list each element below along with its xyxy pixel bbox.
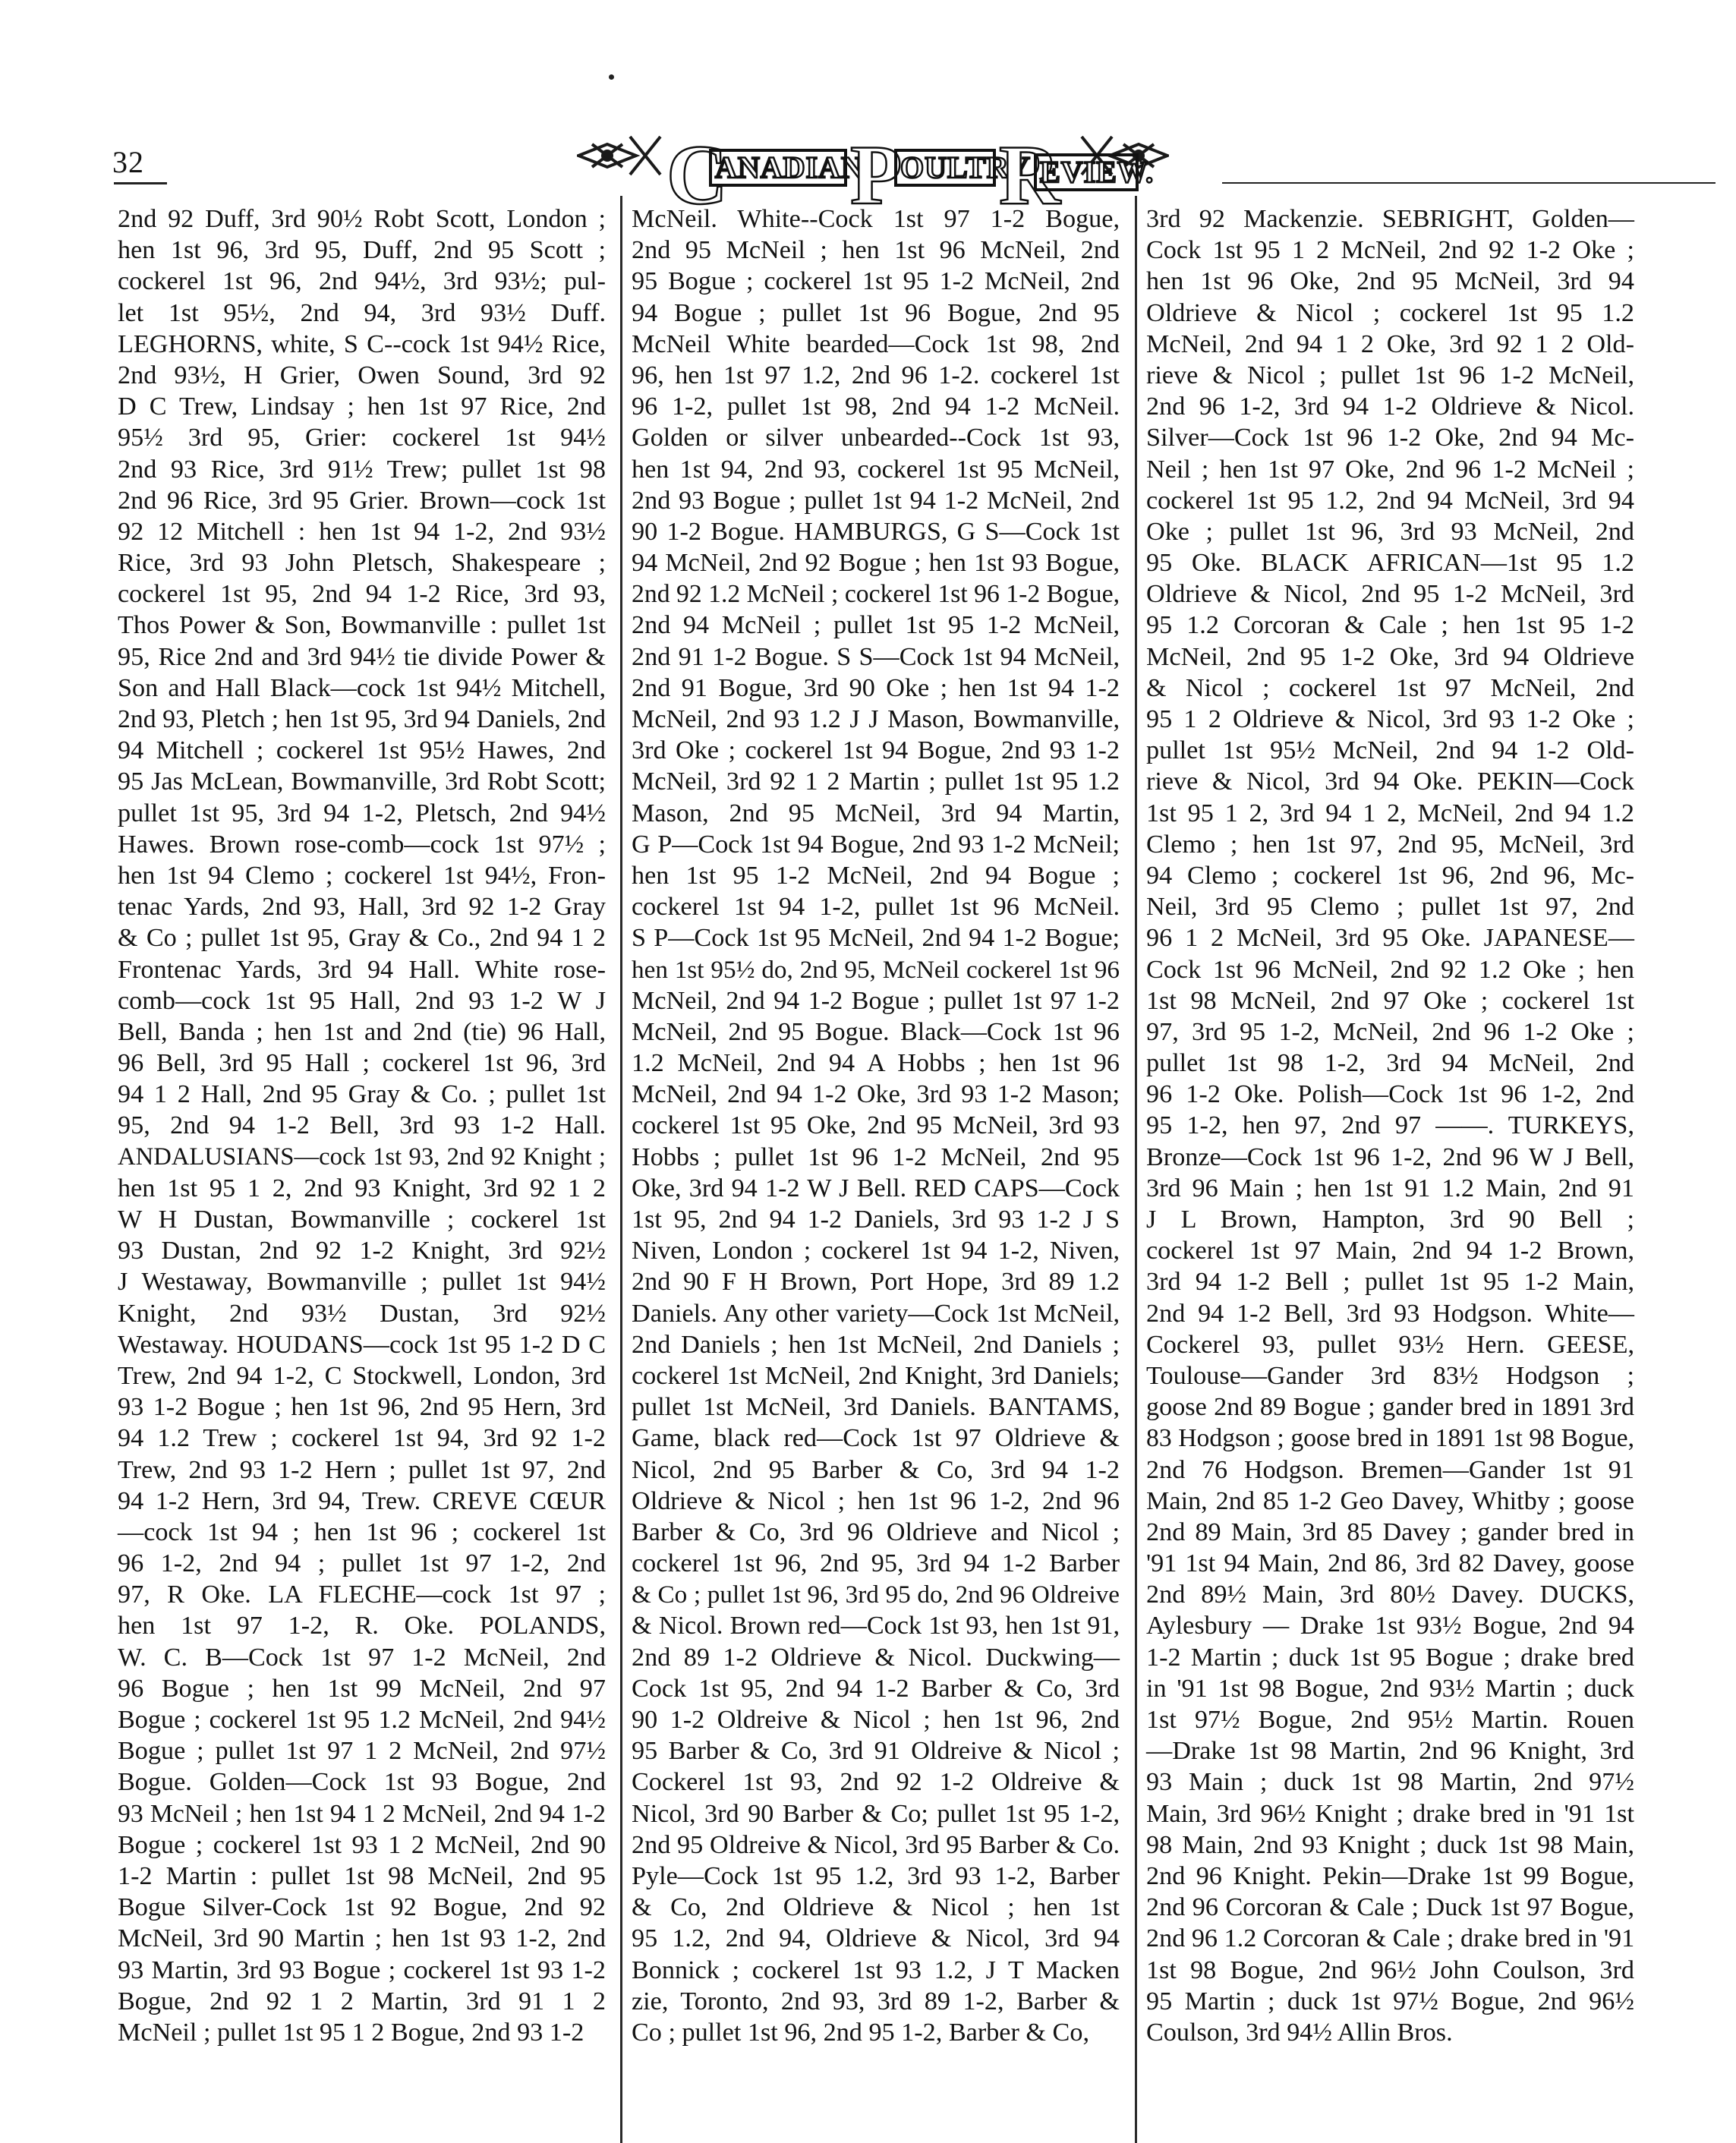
text-line: 94 1 2 Hall, 2nd 95 Gray & Co. ; pullet 1st: [118, 1080, 606, 1109]
text-line: Silver—Cock 1st 96 1-2 Oke, 2nd 94 Mc-: [1146, 424, 1634, 452]
text-line: Nicol, 3rd 90 Barber & Co; pullet 1st 95 1-2,: [632, 1799, 1120, 1828]
text-line: 96 Bell, 3rd 95 Hall ; cockerel 1st 96, 3rd: [118, 1049, 606, 1078]
text-line: cockerel 1st 95 1.2, 2nd 94 McNeil, 3rd 94: [1146, 486, 1634, 515]
text-line: tenac Yards, 2nd 93, Hall, 3rd 92 1-2 Gray: [118, 893, 606, 922]
text-line: Barber & Co, 3rd 96 Oldrieve and Nicol ;: [632, 1517, 1120, 1546]
text-line: W. C. B—Cock 1st 97 1-2 McNeil, 2nd: [118, 1643, 606, 1672]
masthead-initial-c: C: [666, 128, 728, 222]
text-line: 1st 98 McNeil, 2nd 97 Oke ; cockerel 1st: [1146, 986, 1634, 1015]
text-line: J L Brown, Hampton, 3rd 90 Bell ;: [1146, 1205, 1634, 1234]
text-line: Cock 1st 95 1 2 McNeil, 2nd 92 1-2 Oke ;: [1146, 236, 1634, 265]
masthead-word-canadian: ANADIAN: [715, 150, 864, 184]
text-line: 2nd 92 Duff, 3rd 90½ Robt Scott, London ;: [118, 205, 606, 233]
text-line: Main, 3rd 96½ Knight ; drake bred in '91 1st: [1146, 1799, 1634, 1828]
text-line: pullet 1st 95½ McNeil, 2nd 94 1-2 Old-: [1146, 736, 1634, 765]
text-line: 2nd 95 McNeil ; hen 1st 96 McNeil, 2nd: [632, 236, 1120, 265]
text-line: hen 1st 94, 2nd 93, cockerel 1st 95 McNeil,: [632, 455, 1120, 484]
text-line: & Co, 2nd Oldrieve & Nicol ; hen 1st: [632, 1893, 1120, 1922]
text-line: 3rd Oke ; cockerel 1st 94 Bogue, 2nd 93 1-2: [632, 736, 1120, 765]
text-line: —Drake 1st 98 Martin, 2nd 96 Knight, 3rd: [1146, 1737, 1634, 1766]
text-line: 95 1-2, hen 97, 2nd 97 ——. TURKEYS,: [1146, 1111, 1634, 1140]
text-line: cockerel 1st 96, 2nd 94½, 3rd 93½; pul-: [118, 267, 606, 296]
text-line: 93 Dustan, 2nd 92 1-2 Knight, 3rd 92½: [118, 1237, 606, 1265]
text-line: 95 1.2, 2nd 94, Oldrieve & Nicol, 3rd 94: [632, 1924, 1120, 1953]
text-line: 95 1 2 Oldrieve & Nicol, 3rd 93 1-2 Oke ;: [1146, 705, 1634, 733]
text-line: & Co ; pullet 1st 96, 3rd 95 do, 2nd 96 Oldreive: [632, 1580, 1120, 1609]
text-line: '91 1st 94 Main, 2nd 86, 3rd 82 Davey, goose: [1146, 1549, 1634, 1578]
text-line: McNeil ; pullet 1st 95 1 2 Bogue, 2nd 93 1-2: [118, 2018, 584, 2047]
text-line: J Westaway, Bowmanville ; pullet 1st 94½: [118, 1268, 606, 1297]
text-line: Coulson, 3rd 94½ Allin Bros.: [1146, 2018, 1453, 2047]
text-line: Bogue. Golden—Cock 1st 93 Bogue, 2nd: [118, 1768, 606, 1797]
text-line: 95 Barber & Co, 3rd 91 Oldreive & Nicol ;: [632, 1737, 1120, 1766]
text-line: Son and Hall Black—cock 1st 94½ Mitchell,: [118, 673, 606, 702]
text-line: Toulouse—Gander 3rd 83½ Hodgson ;: [1146, 1361, 1634, 1390]
stray-dot: [609, 74, 614, 80]
text-line: Niven, London ; cockerel 1st 94 1-2, Niven,: [632, 1237, 1120, 1265]
text-column-1: [118, 203, 606, 2048]
text-line: Bogue, 2nd 92 1 2 Martin, 3rd 91 1 2: [118, 1987, 606, 2015]
text-line: Trew, 2nd 94 1-2, C Stockwell, London, 3rd: [118, 1361, 606, 1390]
text-line: Cock 1st 95, 2nd 94 1-2 Barber & Co, 3rd: [632, 1674, 1120, 1703]
text-line: Neil, 3rd 95 Clemo ; pullet 1st 97, 2nd: [1146, 893, 1634, 922]
text-line: let 1st 95½, 2nd 94, 3rd 93½ Duff.: [118, 298, 606, 327]
text-line: cockerel 1st 95, 2nd 94 1-2 Rice, 3rd 93,: [118, 580, 606, 609]
text-line: 95 1.2 Corcoran & Cale ; hen 1st 95 1-2: [1146, 611, 1634, 640]
text-line: Oke, 3rd 94 1-2 W J Bell. RED CAPS—Cock: [632, 1174, 1120, 1202]
text-line: hen 1st 96, 3rd 95, Duff, 2nd 95 Scott ;: [118, 236, 606, 265]
text-line: McNeil, 2nd 95 1-2 Oke, 3rd 94 Oldrieve: [1146, 642, 1634, 671]
text-line: 3rd 92 Mackenzie. SEBRIGHT, Golden—: [1146, 205, 1634, 233]
text-line: 90 1-2 Bogue. HAMBURGS, G S—Cock 1st: [632, 517, 1120, 546]
text-line: cockerel 1st McNeil, 2nd Knight, 3rd Daniels;: [632, 1361, 1120, 1390]
text-line: comb—cock 1st 95 Hall, 2nd 93 1-2 W J: [118, 986, 606, 1015]
text-line: & Co ; pullet 1st 95, Gray & Co., 2nd 94 1 2: [118, 924, 606, 953]
text-line: 94 McNeil, 2nd 92 Bogue ; hen 1st 93 Bogue,: [632, 549, 1120, 578]
text-line: Mason, 2nd 95 McNeil, 3rd 94 Martin,: [632, 799, 1120, 827]
text-line: 2nd 90 F H Brown, Port Hope, 3rd 89 1.2: [632, 1268, 1120, 1297]
text-line: 93 1-2 Bogue ; hen 1st 96, 2nd 95 Hern, 3rd: [118, 1393, 606, 1422]
text-line: 96 1-2, pullet 1st 98, 2nd 94 1-2 McNeil.: [632, 392, 1120, 421]
text-line: Aylesbury — Drake 1st 93½ Bogue, 2nd 94: [1146, 1612, 1634, 1640]
text-line: hen 1st 95½ do, 2nd 95, McNeil cockerel 1st 96: [632, 955, 1120, 984]
text-line: Oldrieve & Nicol ; hen 1st 96 1-2, 2nd 96: [632, 1486, 1120, 1515]
text-line: hen 1st 95 1-2 McNeil, 2nd 94 Bogue ;: [632, 861, 1120, 890]
text-line: 96 Bogue ; hen 1st 99 McNeil, 2nd 97: [118, 1674, 606, 1703]
text-line: Rice, 3rd 93 John Pletsch, Shakespeare ;: [118, 549, 606, 578]
text-line: Neil ; hen 1st 97 Oke, 2nd 96 1-2 McNeil ;: [1146, 455, 1634, 484]
header-rule-left: [114, 182, 167, 184]
text-line: McNeil, 2nd 94 1 2 Oke, 3rd 92 1 2 Old-: [1146, 329, 1634, 358]
text-line: Cock 1st 96 McNeil, 2nd 92 1.2 Oke ; hen: [1146, 955, 1634, 984]
text-line: Bell, Banda ; hen 1st and 2nd (tie) 96 Hall,: [118, 1017, 606, 1046]
text-line: 2nd 92 1.2 McNeil ; cockerel 1st 96 1-2 Bogue,: [632, 580, 1120, 609]
text-line: 95 Jas McLean, Bowmanville, 3rd Robt Scott;: [118, 767, 606, 796]
text-line: 2nd Daniels ; hen 1st McNeil, 2nd Daniels ;: [632, 1330, 1120, 1359]
text-line: & Nicol ; cockerel 1st 97 McNeil, 2nd: [1146, 673, 1634, 702]
text-line: hen 1st 94 Clemo ; cockerel 1st 94½, Fron-: [118, 861, 606, 890]
text-line: W H Dustan, Bowmanville ; cockerel 1st: [118, 1205, 606, 1234]
text-line: 2nd 76 Hodgson. Bremen—Gander 1st 91: [1146, 1455, 1634, 1484]
text-line: 2nd 89 1-2 Oldrieve & Nicol. Duckwing—: [632, 1643, 1120, 1672]
text-line: 2nd 96 Corcoran & Cale ; Duck 1st 97 Bogue,: [1146, 1893, 1634, 1922]
text-line: Oldrieve & Nicol, 2nd 95 1-2 McNeil, 3rd: [1146, 580, 1634, 609]
text-line: Clemo ; hen 1st 97, 2nd 95, McNeil, 3rd: [1146, 830, 1634, 859]
text-line: Knight, 2nd 93½ Dustan, 3rd 92½: [118, 1299, 606, 1328]
text-line: Oldrieve & Nicol ; cockerel 1st 95 1.2: [1146, 298, 1634, 327]
text-line: 94 Bogue ; pullet 1st 96 Bogue, 2nd 95: [632, 298, 1120, 327]
text-line: 2nd 93 Bogue ; pullet 1st 94 1-2 McNeil, 2nd: [632, 486, 1120, 515]
text-line: Daniels. Any other variety—Cock 1st McNeil,: [632, 1299, 1120, 1328]
text-line: 94 1-2 Hern, 3rd 94, Trew. CREVE CŒUR: [118, 1486, 606, 1515]
text-line: McNeil, 2nd 94 1-2 Bogue ; pullet 1st 97 1-2: [632, 986, 1120, 1015]
left-ornament: [578, 137, 660, 175]
text-line: McNeil White bearded—Cock 1st 98, 2nd: [632, 329, 1120, 358]
text-line: 2nd 94 McNeil ; pullet 1st 95 1-2 McNeil,: [632, 611, 1120, 640]
text-line: Bogue ; pullet 1st 97 1 2 McNeil, 2nd 97½: [118, 1737, 606, 1766]
text-line: Bogue Silver-Cock 1st 92 Bogue, 2nd 92: [118, 1893, 606, 1922]
text-line: 97, 3rd 95 1-2, McNeil, 2nd 96 1-2 Oke ;: [1146, 1017, 1634, 1046]
text-line: Cockerel 93, pullet 93½ Hern. GEESE,: [1146, 1330, 1634, 1359]
text-line: McNeil, 3rd 90 Martin ; hen 1st 93 1-2, 2nd: [118, 1924, 606, 1953]
text-line: cockerel 1st 95 Oke, 2nd 95 McNeil, 3rd 93: [632, 1111, 1120, 1140]
text-line: 2nd 94 1-2 Bell, 3rd 93 Hodgson. White—: [1146, 1299, 1634, 1328]
text-line: 2nd 96 1-2, 3rd 94 1-2 Oldrieve & Nicol.: [1146, 392, 1634, 421]
text-line: Frontenac Yards, 3rd 94 Hall. White rose-: [118, 955, 606, 984]
text-line: pullet 1st 98 1-2, 3rd 94 McNeil, 2nd: [1146, 1049, 1634, 1078]
column-rule-1: [620, 196, 622, 2143]
text-column-3: [1146, 203, 1634, 2048]
text-line: G P—Cock 1st 94 Bogue, 2nd 93 1-2 McNeil;: [632, 830, 1120, 859]
text-line: 2nd 96 Rice, 3rd 95 Grier. Brown—cock 1st: [118, 486, 606, 515]
text-line: Trew, 2nd 93 1-2 Hern ; pullet 1st 97, 2nd: [118, 1455, 606, 1484]
text-line: cockerel 1st 97 Main, 2nd 94 1-2 Brown,: [1146, 1237, 1634, 1265]
text-line: 2nd 96 1.2 Corcoran & Cale ; drake bred in '91: [1146, 1924, 1635, 1953]
masthead-word-review: EVIEW.: [1040, 155, 1155, 189]
text-line: cockerel 1st 94 1-2, pullet 1st 96 McNeil.: [632, 893, 1120, 922]
text-line: 1-2 Martin ; duck 1st 95 Bogue ; drake bred: [1146, 1643, 1634, 1672]
masthead-initial-p: P: [850, 128, 903, 222]
text-line: S P—Cock 1st 95 McNeil, 2nd 94 1-2 Bogue;: [632, 924, 1120, 953]
text-line: 1-2 Martin : pullet 1st 98 McNeil, 2nd 95: [118, 1861, 606, 1890]
text-line: 92 12 Mitchell : hen 1st 94 1-2, 2nd 93½: [118, 517, 606, 546]
text-line: 2nd 91 Bogue, 3rd 90 Oke ; hen 1st 94 1-2: [632, 673, 1120, 702]
text-line: 2nd 93, Pletch ; hen 1st 95, 3rd 94 Daniels, 2nd: [118, 705, 606, 733]
text-line: hen 1st 97 1-2, R. Oke. POLANDS,: [118, 1612, 606, 1640]
text-line: Hobbs ; pullet 1st 96 1-2 McNeil, 2nd 95: [632, 1142, 1120, 1171]
text-line: Main, 2nd 85 1-2 Geo Davey, Whitby ; goose: [1146, 1486, 1634, 1515]
text-line: Bogue ; cockerel 1st 93 1 2 McNeil, 2nd 90: [118, 1830, 606, 1859]
text-line: Bogue ; cockerel 1st 95 1.2 McNeil, 2nd 94½: [118, 1706, 606, 1734]
column-rule-2: [1135, 196, 1137, 2143]
text-line: McNeil, 3rd 92 1 2 Martin ; pullet 1st 95 1.2: [632, 767, 1120, 796]
text-line: LEGHORNS, white, S C--cock 1st 94½ Rice,: [118, 329, 606, 358]
text-line: 1st 95 1 2, 3rd 94 1 2, McNeil, 2nd 94 1.2: [1146, 799, 1634, 827]
text-line: Golden or silver unbearded--Cock 1st 93,: [632, 424, 1120, 452]
text-line: McNeil, 2nd 95 Bogue. Black—Cock 1st 96: [632, 1017, 1120, 1046]
text-line: 83 Hodgson ; goose bred in 1891 1st 98 Bogue,: [1146, 1424, 1634, 1453]
text-line: 2nd 95 Oldreive & Nicol, 3rd 95 Barber & Co.: [632, 1830, 1120, 1859]
text-line: D C Trew, Lindsay ; hen 1st 97 Rice, 2nd: [118, 392, 606, 421]
text-line: 95 Oke. BLACK AFRICAN—1st 95 1.2: [1146, 549, 1634, 578]
text-line: 2nd 91 1-2 Bogue. S S—Cock 1st 94 McNeil,: [632, 642, 1120, 671]
text-line: McNeil, 2nd 94 1-2 Oke, 3rd 93 1-2 Mason;: [632, 1080, 1120, 1109]
text-line: Game, black red—Cock 1st 97 Oldrieve &: [632, 1424, 1120, 1453]
text-line: 94 Mitchell ; cockerel 1st 95½ Hawes, 2nd: [118, 736, 606, 765]
text-line: Hawes. Brown rose-comb—cock 1st 97½ ;: [118, 830, 606, 859]
header-rule-right: [1222, 182, 1716, 184]
text-line: 96 1-2 Oke. Polish—Cock 1st 96 1-2, 2nd: [1146, 1080, 1634, 1109]
text-line: rieve & Nicol ; pullet 1st 96 1-2 McNeil,: [1146, 361, 1634, 389]
text-line: 2nd 89½ Main, 3rd 80½ Davey. DUCKS,: [1146, 1580, 1634, 1609]
text-line: Nicol, 2nd 95 Barber & Co, 3rd 94 1-2: [632, 1455, 1120, 1484]
text-line: 2nd 96 Knight. Pekin—Drake 1st 99 Bogue,: [1146, 1861, 1634, 1890]
text-line: 93 Main ; duck 1st 98 Martin, 2nd 97½: [1146, 1768, 1634, 1797]
text-line: & Nicol. Brown red—Cock 1st 93, hen 1st 91,: [632, 1612, 1120, 1640]
text-line: pullet 1st McNeil, 3rd Daniels. BANTAMS,: [632, 1393, 1120, 1422]
masthead-initial-r: R: [999, 128, 1060, 222]
text-line: 96, hen 1st 97 1.2, 2nd 96 1-2. cockerel 1st: [632, 361, 1120, 389]
text-line: pullet 1st 95, 3rd 94 1-2, Pletsch, 2nd 94½: [118, 799, 606, 827]
text-line: Cockerel 1st 93, 2nd 92 1-2 Oldreive &: [632, 1768, 1120, 1797]
text-line: Bonnick ; cockerel 1st 93 1.2, J T Macken: [632, 1955, 1120, 1984]
text-line: 98 Main, 2nd 93 Knight ; duck 1st 98 Main,: [1146, 1830, 1634, 1859]
text-line: 90 1-2 Oldreive & Nicol ; hen 1st 96, 2nd: [632, 1706, 1120, 1734]
text-line: Bronze—Cock 1st 96 1-2, 2nd 96 W J Bell,: [1146, 1142, 1634, 1171]
text-line: —cock 1st 94 ; hen 1st 96 ; cockerel 1st: [118, 1517, 606, 1546]
text-line: 1st 98 Bogue, 2nd 96½ John Coulson, 3rd: [1146, 1955, 1634, 1984]
text-line: hen 1st 95 1 2, 2nd 93 Knight, 3rd 92 1 2: [118, 1174, 606, 1202]
text-line: 93 Martin, 3rd 93 Bogue ; cockerel 1st 93 1-2: [118, 1955, 606, 1984]
text-line: 97, R Oke. LA FLECHE—cock 1st 97 ;: [118, 1580, 606, 1609]
text-line: 95½ 3rd 95, Grier: cockerel 1st 94½: [118, 424, 606, 452]
text-line: Oke ; pullet 1st 96, 3rd 93 McNeil, 2nd: [1146, 517, 1634, 546]
text-line: Pyle—Cock 1st 95 1.2, 3rd 93 1-2, Barber: [632, 1861, 1120, 1890]
masthead-word-poultry: OULTRY: [900, 150, 1032, 184]
text-line: 2nd 93 Rice, 3rd 91½ Trew; pullet 1st 98: [118, 455, 606, 484]
text-column-2: [632, 203, 1120, 2048]
text-line: 95, 2nd 94 1-2 Bell, 3rd 93 1-2 Hall.: [118, 1111, 606, 1140]
text-line: 96 1 2 McNeil, 3rd 95 Oke. JAPANESE—: [1146, 924, 1634, 953]
text-line: zie, Toronto, 2nd 93, 3rd 89 1-2, Barber &: [632, 1987, 1120, 2015]
text-line: goose 2nd 89 Bogue ; gander bred in 1891 3rd: [1146, 1393, 1634, 1422]
page-number: 32: [112, 145, 144, 179]
text-line: rieve & Nicol, 3rd 94 Oke. PEKIN—Cock: [1146, 767, 1634, 796]
text-line: 2nd 93½, H Grier, Owen Sound, 3rd 92: [118, 361, 606, 389]
text-line: 3rd 96 Main ; hen 1st 91 1.2 Main, 2nd 91: [1146, 1174, 1634, 1202]
text-line: 95 Martin ; duck 1st 97½ Bogue, 2nd 96½: [1146, 1987, 1634, 2015]
text-line: Westaway. HOUDANS—cock 1st 95 1-2 D C: [118, 1330, 606, 1359]
text-line: 1.2 McNeil, 2nd 94 A Hobbs ; hen 1st 96: [632, 1049, 1120, 1078]
text-line: 96 1-2, 2nd 94 ; pullet 1st 97 1-2, 2nd: [118, 1549, 606, 1578]
text-line: 95 Bogue ; cockerel 1st 95 1-2 McNeil, 2nd: [632, 267, 1120, 296]
text-line: 3rd 94 1-2 Bell ; pullet 1st 95 1-2 Main,: [1146, 1268, 1634, 1297]
text-line: hen 1st 96 Oke, 2nd 95 McNeil, 3rd 94: [1146, 267, 1634, 296]
text-line: McNeil, 2nd 93 1.2 J J Mason, Bowmanville,: [632, 705, 1120, 733]
text-line: in '91 1st 98 Bogue, 2nd 93½ Martin ; duck: [1146, 1674, 1634, 1703]
text-line: 95, Rice 2nd and 3rd 94½ tie divide Power &: [118, 642, 606, 671]
text-line: 1st 97½ Bogue, 2nd 95½ Martin. Rouen: [1146, 1706, 1634, 1734]
text-line: cockerel 1st 96, 2nd 95, 3rd 94 1-2 Barber: [632, 1549, 1120, 1578]
text-line: ANDALUSIANS—cock 1st 93, 2nd 92 Knight ;: [118, 1142, 606, 1171]
text-line: 94 1.2 Trew ; cockerel 1st 94, 3rd 92 1-2: [118, 1424, 606, 1453]
text-line: 94 Clemo ; cockerel 1st 96, 2nd 96, Mc-: [1146, 861, 1634, 890]
text-line: Co ; pullet 1st 96, 2nd 95 1-2, Barber & Co,: [632, 2018, 1089, 2047]
text-line: 1st 95, 2nd 94 1-2 Daniels, 3rd 93 1-2 J S: [632, 1205, 1120, 1234]
text-line: McNeil. White--Cock 1st 97 1-2 Bogue,: [632, 205, 1120, 233]
text-line: Thos Power & Son, Bowmanville : pullet 1st: [118, 611, 606, 640]
text-line: 93 McNeil ; hen 1st 94 1 2 McNeil, 2nd 94 1-2: [118, 1799, 606, 1828]
text-line: 2nd 89 Main, 3rd 85 Davey ; gander bred in: [1146, 1517, 1634, 1546]
